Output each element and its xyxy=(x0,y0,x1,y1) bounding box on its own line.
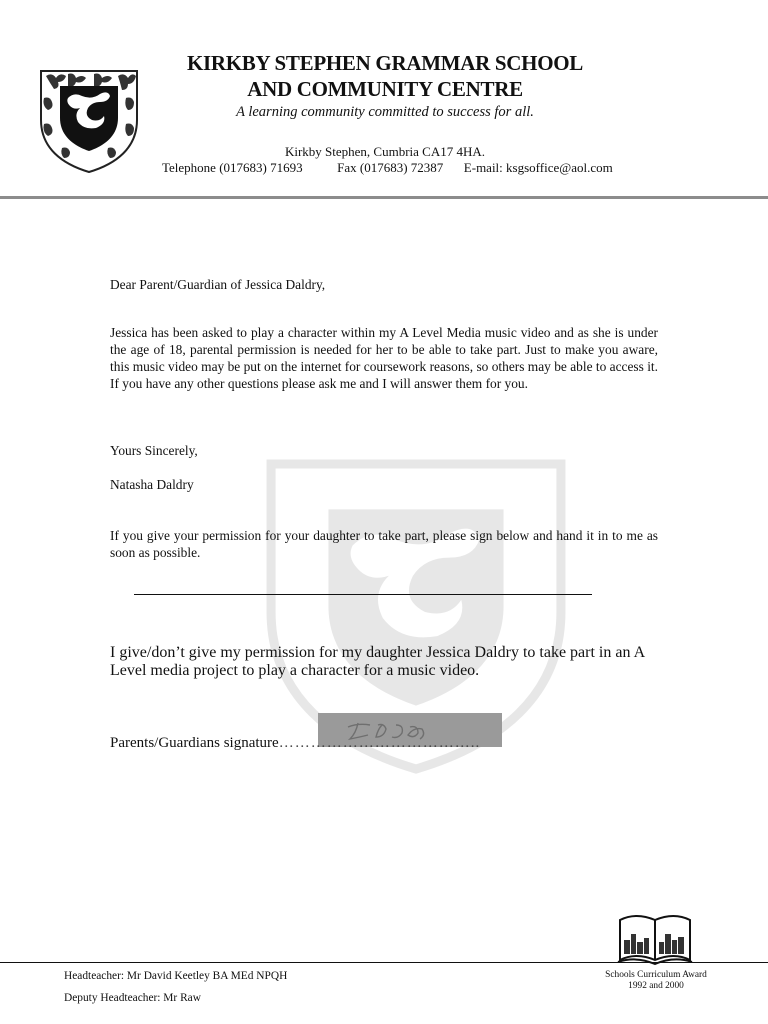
deputy-headteacher: Deputy Headteacher: Mr Raw xyxy=(64,992,201,1004)
telephone: Telephone (017683) 71693 xyxy=(162,160,303,175)
fax: Fax (017683) 72387 xyxy=(337,160,444,175)
contact-line xyxy=(162,160,613,176)
footer-divider xyxy=(0,962,768,963)
signature-label: Parents/Guardians signature xyxy=(110,735,279,751)
letter-author: Natasha Daldry xyxy=(110,477,194,492)
award-caption xyxy=(592,970,720,992)
signature-row xyxy=(110,735,480,752)
school-name-line2: AND COMMUNITY CENTRE xyxy=(247,77,523,101)
award-years: 1992 and 2000 xyxy=(628,981,684,991)
school-crest-icon xyxy=(38,68,140,174)
school-name-line1: KIRKBY STEPHEN GRAMMAR SCHOOL xyxy=(187,51,583,75)
letter-instruction: If you give your permission for your daughter to take part, please sign below and hand it in to me as soon as possible. xyxy=(110,528,658,560)
signature-dots: ……………………………….. xyxy=(278,735,481,751)
open-book-icon xyxy=(616,912,694,968)
headteacher: Headteacher: Mr David Keetley BA MEd NPQH xyxy=(64,970,288,982)
letter-greeting: Dear Parent/Guardian of Jessica Daldry, xyxy=(110,277,326,292)
school-motto: A learning community committed to success for all. xyxy=(236,104,534,120)
header-divider xyxy=(0,196,768,199)
consent-statement: I give/don’t give my permission for my daughter Jessica Daldry to take part in an A Level media project to play a character for a music video. xyxy=(110,644,645,679)
signature-cut-line xyxy=(134,594,592,595)
award-title: Schools Curriculum Award xyxy=(605,970,707,980)
letter-body: Jessica has been asked to play a character within my A Level Media music video and as she is under the age of 18, parental permission is needed for her to be able to take part. Just to make you aware, this music video may be put on the internet for coursework reasons, so others may be able to access it. If you have any other questions please ask me and I will answer them for you. xyxy=(110,325,658,391)
email: E-mail: ksgsoffice@aol.com xyxy=(463,160,613,175)
letter-closing: Yours Sincerely, xyxy=(110,443,198,458)
school-address: Kirkby Stephen, Cumbria CA17 4HA. xyxy=(284,144,486,159)
